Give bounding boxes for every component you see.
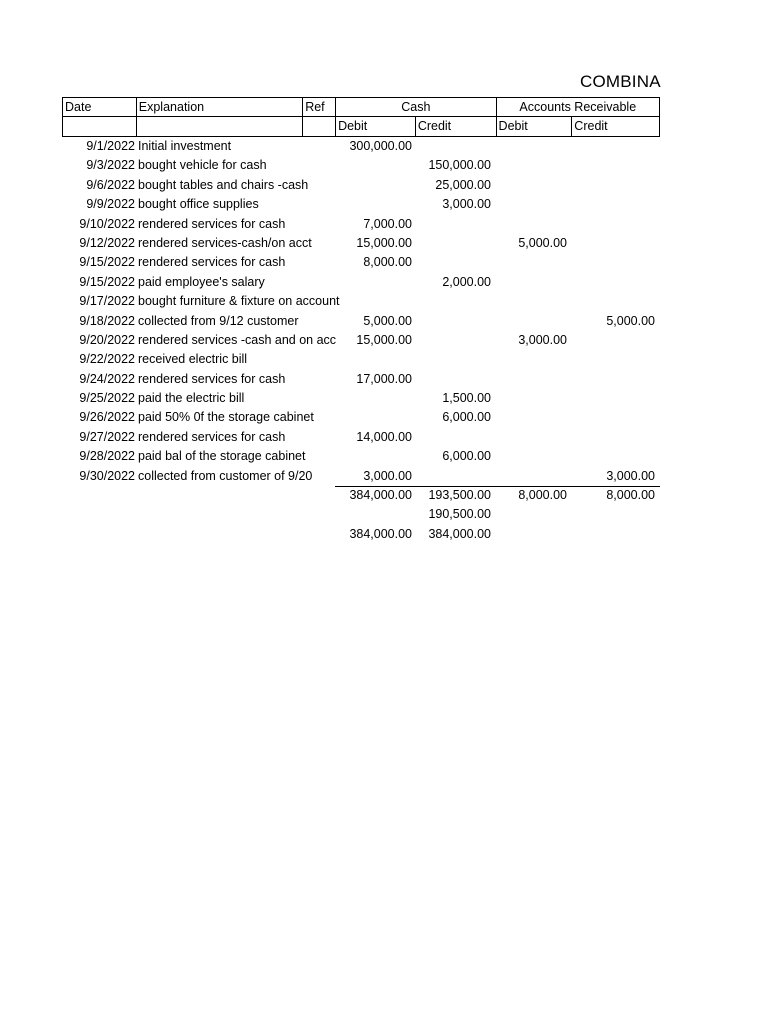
row-cash-debit: 300,000.00 [349, 139, 412, 153]
row-cash-debit: 5,000.00 [363, 313, 412, 328]
row-explanation: rendered services for cash [138, 255, 286, 270]
final-cash-debit: 384,000.00 [349, 526, 412, 541]
header-row-1 [62, 97, 660, 117]
row-cash-debit: 17,000.00 [356, 371, 412, 386]
row-explanation: rendered services for cash [138, 371, 286, 386]
row-ar-debit: 3,000.00 [518, 332, 567, 347]
row-cash-debit: 8,000.00 [363, 255, 412, 270]
row-cash-credit: 150,000.00 [428, 158, 491, 173]
table-row [62, 215, 660, 234]
row-cash-debit: 15,000.00 [356, 235, 412, 250]
header-explanation: Explanation [137, 98, 303, 116]
row-cash-credit: 3,000.00 [442, 197, 491, 212]
row-explanation: paid bal of the storage cabinet [138, 449, 306, 464]
row-date: 9/18/2022 [79, 313, 135, 328]
row-explanation: Initial investment [138, 139, 232, 153]
header-ref-blank [303, 117, 336, 136]
header-ref: Ref [303, 98, 336, 116]
row-explanation: collected from customer of 9/20 [138, 468, 313, 483]
row-date: 9/9/2022 [86, 197, 135, 212]
table-row [62, 137, 660, 156]
row-date: 9/22/2022 [79, 352, 135, 367]
row-date: 9/27/2022 [79, 429, 135, 444]
final-row [62, 525, 660, 544]
table-row [62, 370, 660, 389]
header-ar-debit: Debit [497, 117, 573, 136]
row-explanation: bought office supplies [138, 197, 259, 212]
row-date: 9/15/2022 [79, 255, 135, 270]
row-date: 9/30/2022 [79, 468, 135, 483]
header-explanation-blank [137, 117, 303, 136]
row-explanation: received electric bill [138, 352, 248, 367]
row-date: 9/3/2022 [86, 158, 135, 173]
table-row [62, 447, 660, 466]
row-explanation: paid the electric bill [138, 391, 245, 406]
row-date: 9/6/2022 [86, 177, 135, 192]
row-explanation: bought tables and chairs -cash [138, 177, 309, 192]
ledger-rows [62, 137, 660, 486]
table-row [62, 428, 660, 447]
row-cash-debit: 15,000.00 [356, 332, 412, 347]
table-row [62, 389, 660, 408]
row-cash-credit: 6,000.00 [442, 410, 491, 425]
row-date: 9/12/2022 [79, 235, 135, 250]
totals-block [62, 486, 660, 544]
table-row [62, 156, 660, 175]
row-cash-debit: 7,000.00 [363, 216, 412, 231]
total-ar-credit: 8,000.00 [606, 488, 655, 503]
row-ar-credit: 5,000.00 [606, 313, 655, 328]
row-explanation: collected from 9/12 customer [138, 313, 299, 328]
balance-row [62, 505, 660, 524]
table-row [62, 195, 660, 214]
row-date: 9/17/2022 [79, 294, 135, 309]
total-ar-debit: 8,000.00 [518, 488, 567, 503]
row-ar-credit: 3,000.00 [606, 468, 655, 483]
row-date: 9/10/2022 [79, 216, 135, 231]
balance-cash-credit: 190,500.00 [428, 507, 491, 522]
row-explanation: rendered services-cash/on acct [138, 235, 312, 250]
header-cash-debit: Debit [336, 117, 416, 136]
sheet-title: COMBINA [580, 72, 661, 91]
row-explanation: paid 50% 0f the storage cabinet [138, 410, 314, 425]
row-explanation: bought furniture & fixture on account [138, 294, 340, 309]
row-cash-debit: 14,000.00 [356, 429, 412, 444]
total-cash-debit: 384,000.00 [349, 488, 412, 503]
row-explanation: paid employee's salary [138, 274, 265, 289]
table-row [62, 273, 660, 292]
row-cash-credit: 1,500.00 [442, 391, 491, 406]
header-cash: Cash [336, 98, 496, 116]
table-row [62, 408, 660, 427]
row-explanation: rendered services -cash and on acc [138, 332, 337, 347]
header-cash-credit: Credit [416, 117, 497, 136]
table-row [62, 467, 660, 486]
row-explanation: bought vehicle for cash [138, 158, 267, 173]
total-cash-credit: 193,500.00 [428, 488, 491, 503]
row-date: 9/28/2022 [79, 449, 135, 464]
row-ar-debit: 5,000.00 [518, 235, 567, 250]
table-row [62, 292, 660, 311]
table-row [62, 253, 660, 272]
header-accounts-receivable: Accounts Receivable [519, 100, 637, 114]
table-row [62, 350, 660, 369]
table-row [62, 234, 660, 253]
table-row [62, 331, 660, 350]
row-explanation: rendered services for cash [138, 216, 286, 231]
final-cash-credit: 384,000.00 [428, 526, 491, 541]
table-row [62, 312, 660, 331]
header-date-blank [63, 117, 137, 136]
row-date: 9/1/2022 [86, 139, 135, 153]
row-date: 9/26/2022 [79, 410, 135, 425]
header-date: Date [63, 98, 137, 116]
header-ar-credit: Credit [574, 119, 608, 133]
ledger-table [62, 97, 660, 544]
row-cash-credit: 25,000.00 [435, 177, 491, 192]
row-cash-credit: 2,000.00 [442, 274, 491, 289]
row-date: 9/20/2022 [79, 332, 135, 347]
totals-row [62, 486, 660, 505]
row-date: 9/24/2022 [79, 371, 135, 386]
row-cash-debit: 3,000.00 [363, 468, 412, 483]
header-row-2 [62, 117, 660, 137]
row-date: 9/25/2022 [79, 391, 135, 406]
row-date: 9/15/2022 [79, 274, 135, 289]
row-explanation: rendered services for cash [138, 429, 286, 444]
row-cash-credit: 6,000.00 [442, 449, 491, 464]
table-row [62, 176, 660, 195]
